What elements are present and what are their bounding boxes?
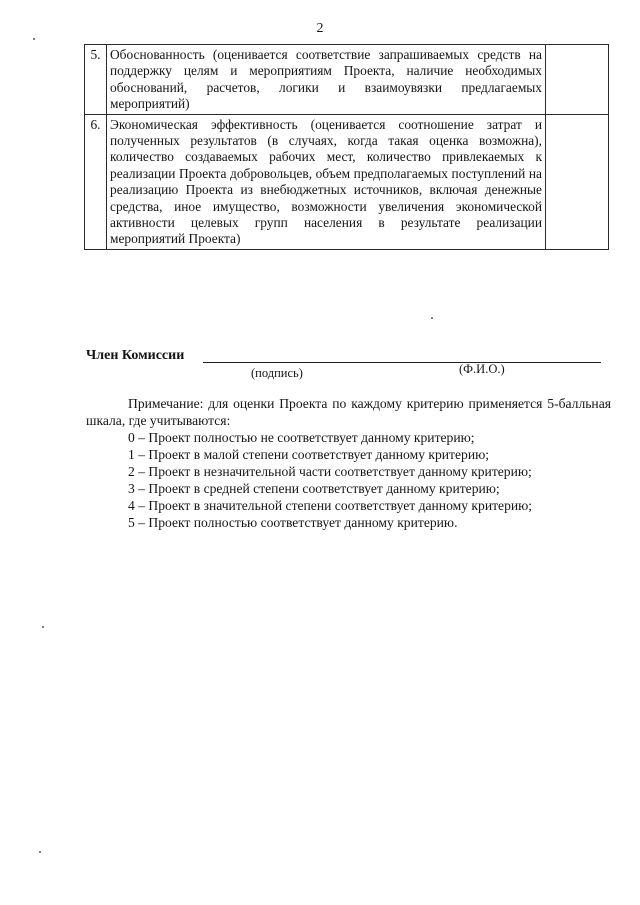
signature-block bbox=[86, 348, 606, 382]
note-block bbox=[86, 395, 611, 531]
scan-speck bbox=[33, 38, 35, 40]
criterion-number: 5. bbox=[85, 45, 107, 115]
signature-line bbox=[203, 362, 601, 363]
criterion-score-cell bbox=[546, 114, 609, 249]
list-item: 5 – Проект полностью соответствует данному критерию. bbox=[128, 515, 458, 530]
criterion-score-cell bbox=[546, 45, 609, 115]
note-intro: Примечание: для оценки Проекта по каждому критерию применяется 5-балльная шкала, где учитываются: bbox=[86, 396, 611, 428]
scan-speck bbox=[42, 626, 44, 628]
criterion-text: Экономическая эффективность (оценивается соотношение затрат и полученных результатов (в случаях, когда такая оценка возможна), количество создаваемых рабочих мест, количество привлекаемых к реализации Проекта добровольцев, объем предполагаемых поступлений на реализацию Проекта из внебюджетных источников, включая денежные средства, иное имущество, возможности увеличения экономической активности целевых групп населения в результате реализации мероприятий Проекта) bbox=[107, 114, 546, 249]
list-item: 0 – Проект полностью не соответствует данному критерию; bbox=[128, 430, 475, 445]
name-caption: (Ф.И.О.) bbox=[459, 362, 505, 376]
signature-caption: (подпись) bbox=[251, 366, 303, 380]
list-item: 4 – Проект в значительной степени соответствует данному критерию; bbox=[128, 498, 533, 513]
criterion-number: 6. bbox=[85, 114, 107, 249]
scan-speck bbox=[39, 851, 41, 853]
scan-speck bbox=[431, 317, 433, 319]
list-item: 2 – Проект в незначительной части соответствует данному критерию; bbox=[128, 464, 532, 479]
page-number: 2 bbox=[316, 21, 324, 36]
signature-label: Член Комиссии bbox=[86, 348, 185, 363]
list-item: 1 – Проект в малой степени соответствует данному критерию; bbox=[128, 447, 490, 462]
criteria-table bbox=[84, 44, 609, 250]
list-item: 3 – Проект в средней степени соответствует данному критерию; bbox=[128, 481, 500, 496]
criterion-text: Обоснованность (оценивается соответствие запрашиваемых средств на поддержку целям и мероприятиям Проекта, наличие необходимых обоснований, расчетов, логики и взаимоувязки предлагаемых мероприятий) bbox=[107, 45, 546, 115]
table-row bbox=[85, 45, 609, 115]
table-row bbox=[85, 114, 609, 249]
scale-list bbox=[86, 429, 611, 531]
